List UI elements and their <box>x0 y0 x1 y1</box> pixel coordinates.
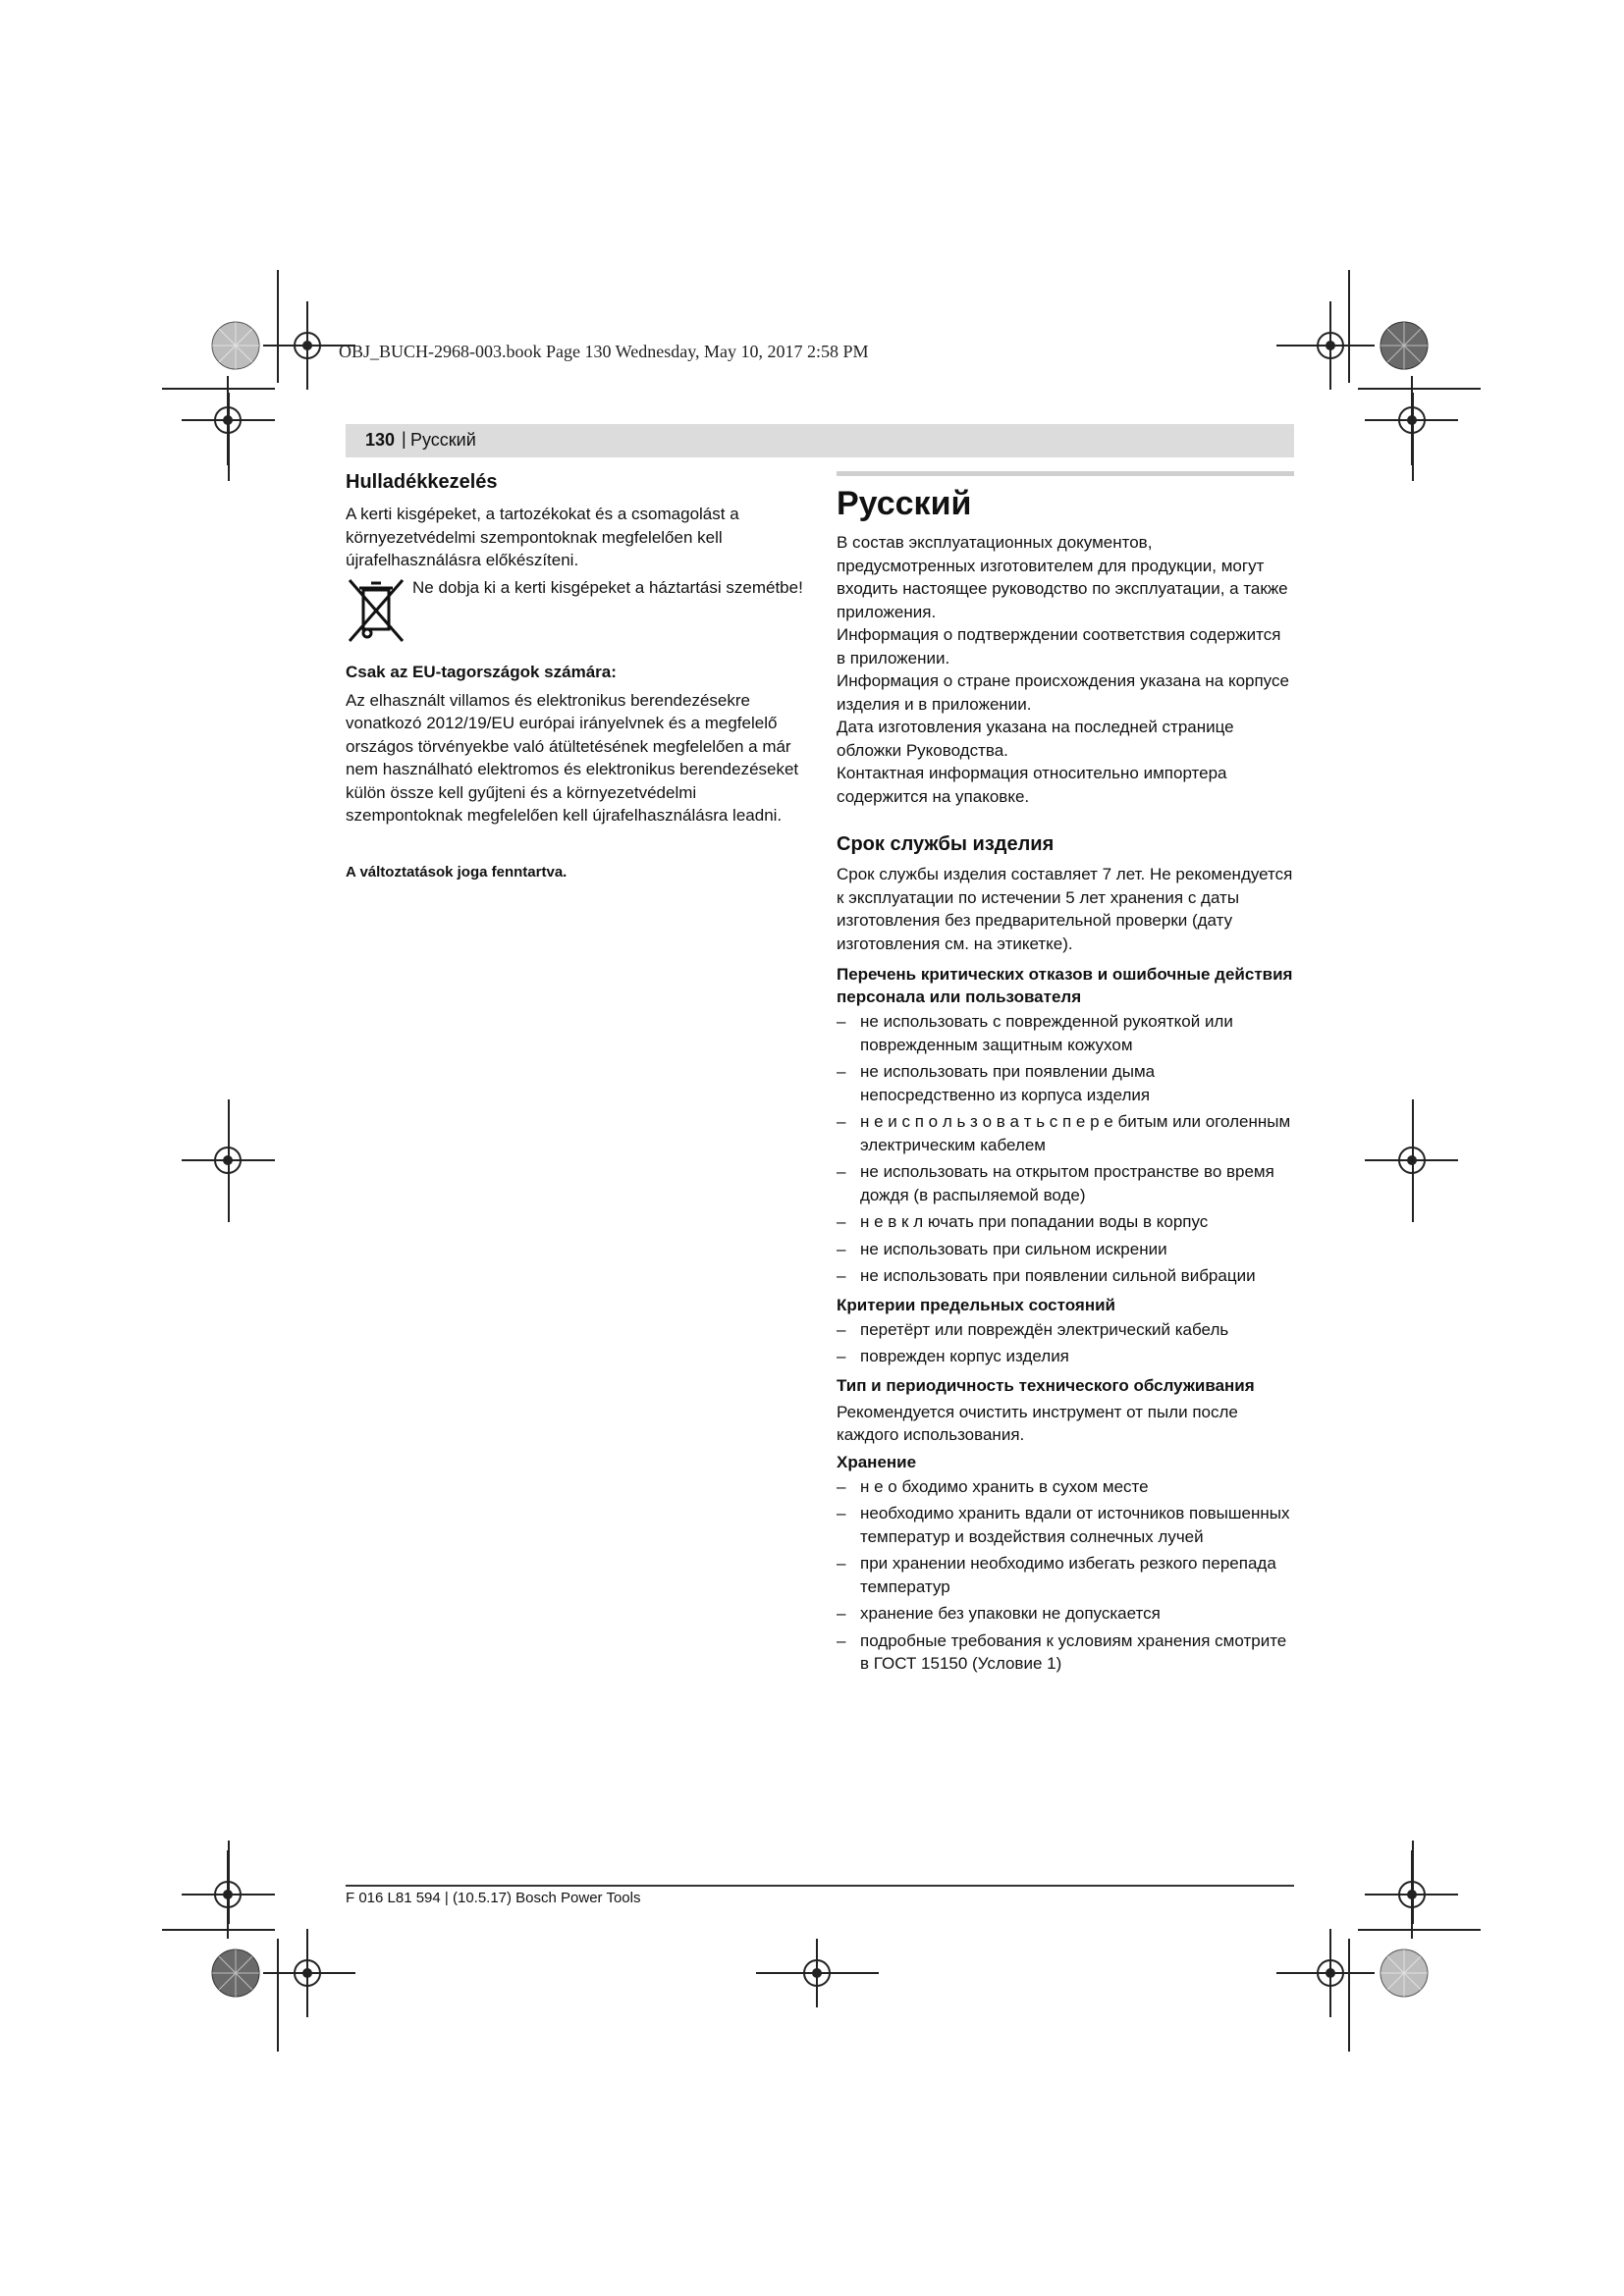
list-item: – не использовать на открытом пространстве во время дождя (в распыляемой воде) <box>837 1160 1294 1206</box>
limits-list <box>837 1318 1294 1368</box>
title-rule <box>837 471 1294 476</box>
text-line: külön össze kell gyűjteni és a környezetvédelmi <box>346 782 697 802</box>
list-item: – не использовать при сильном искрении <box>837 1238 1294 1261</box>
intro-paragraph <box>837 531 1294 808</box>
right-column <box>837 471 1294 1680</box>
text-line: szempontoknak megfelelően kell újrafelhasználásra leadni. <box>346 806 783 825</box>
list-item: – не использовать с поврежденной рукояткой или поврежденным защитным кожухом <box>837 1010 1294 1056</box>
maintenance-paragraph <box>837 1401 1294 1447</box>
list-item: – хранение без упаковки не допускается <box>837 1602 1294 1626</box>
text-line: Дата изготовления указана на последней странице <box>837 718 1234 736</box>
eu-paragraph <box>346 689 807 828</box>
list-item: – необходимо хранить вдали от источников повышенных температур и воздействия солнечных лучей <box>837 1502 1294 1548</box>
header-language: Русский <box>410 430 476 450</box>
text-line: обложки Руководства. <box>837 740 1008 760</box>
text-line: изготовления без предварительной проверки (дату <box>837 911 1233 930</box>
list-item: – при хранении необходимо избегать резкого перепада температур <box>837 1552 1294 1598</box>
failures-list <box>837 1010 1294 1288</box>
rights-notice: A változtatások joga fenntartva. <box>346 863 568 881</box>
page-header-bar <box>346 424 1294 457</box>
text-line: содержится на упаковке. <box>837 786 1030 806</box>
print-header: OBJ_BUCH-2968-003.book Page 130 Wednesday, May 10, 2017 2:58 PM <box>339 342 869 361</box>
eu-heading: Csak az EU-tagországok számára: <box>346 662 617 681</box>
list-item: – не использовать при появлении дыма непосредственно из корпуса изделия <box>837 1060 1294 1106</box>
heading-line: персонала или пользователя <box>837 988 1082 1006</box>
text-line: входить настоящее руководство по эксплуатации, а также <box>837 579 1288 598</box>
text-line: предусмотренных изготовителем для продукции, могут <box>837 556 1265 575</box>
footer-text: F 016 L81 594 | (10.5.17) Bosch Power Tools <box>346 1890 641 1906</box>
service-life-paragraph <box>837 863 1294 955</box>
failures-heading <box>837 963 1294 1008</box>
storage-list <box>837 1475 1294 1676</box>
text-line: В состав эксплуатационных документов, <box>837 533 1153 552</box>
text-line: országos törvényekbe való átültetésének megfelelően a már <box>346 736 791 756</box>
language-title: Русский <box>837 485 972 522</box>
section-heading: Hulladékkezelés <box>346 471 498 493</box>
bin-note: Ne dobja ki a kerti kisgépeket a háztartási szemétbe! <box>412 577 803 597</box>
text-line: környezetvédelmi szempontoknak megfelelően kell <box>346 527 723 547</box>
list-item: – перетёрт или повреждён электрический кабель <box>837 1318 1294 1342</box>
text-line: каждого использования. <box>837 1425 1025 1444</box>
text-line: Az elhasznált villamos és elektronikus berendezésekre <box>346 690 750 710</box>
text-line: újrafelhasználásra előkészíteni. <box>346 551 579 569</box>
list-item: – поврежден корпус изделия <box>837 1345 1294 1368</box>
text-line: Срок службы изделия составляет 7 лет. Не рекомендуется <box>837 865 1293 883</box>
text-line: vonatkozó 2012/19/EU európai irányelvnek és a megfelelő <box>346 714 778 732</box>
text-line: приложения. <box>837 602 937 621</box>
text-line: nem használható elektromos és elektronikus berendezéseket <box>346 760 799 778</box>
text-line: A kerti kisgépeket, a tartozékokat és a csomagolást a <box>346 505 739 523</box>
footer-rule <box>346 1885 1294 1887</box>
text-line: Контактная информация относительно импортера <box>837 764 1227 782</box>
heading-line: Перечень критических отказов и ошибочные действия <box>837 965 1293 984</box>
intro-paragraph <box>346 503 807 572</box>
list-item: – н е и с п о л ь з о в а т ь с п е р е битым или оголенным электрическим кабелем <box>837 1110 1294 1156</box>
list-item: – не использовать при появлении сильной вибрации <box>837 1264 1294 1288</box>
service-life-heading: Срок службы изделия <box>837 833 1055 855</box>
page-number: 130 <box>365 430 396 450</box>
list-item: – подробные требования к условиям хранения смотрите в ГОСТ 15150 (Условие 1) <box>837 1629 1294 1676</box>
crossed-bin-icon <box>346 576 408 645</box>
text-line: в приложении. <box>837 648 950 667</box>
text-line: Информация о стране происхождения указана на корпусе <box>837 671 1289 690</box>
limit-heading: Критерии предельных состояний <box>837 1295 1115 1314</box>
text-line: изготовления см. на этикетке). <box>837 934 1073 953</box>
text-line: Рекомендуется очистить инструмент от пыли после <box>837 1402 1238 1421</box>
header-separator: | <box>402 429 406 449</box>
text-line: Информация о подтверждении соответствия содержится <box>837 625 1281 644</box>
maintenance-heading: Тип и периодичность технического обслуживания <box>837 1375 1255 1395</box>
waste-notice <box>346 576 807 649</box>
list-item: – н е о бходимо хранить в сухом месте <box>837 1475 1294 1499</box>
storage-heading: Хранение <box>837 1452 917 1471</box>
text-line: изделия и в приложении. <box>837 694 1032 714</box>
text-line: к эксплуатации по истечении 5 лет хранения с даты <box>837 887 1240 907</box>
left-column <box>346 469 807 883</box>
list-item: – н е в к л ючать при попадании воды в корпус <box>837 1210 1294 1234</box>
